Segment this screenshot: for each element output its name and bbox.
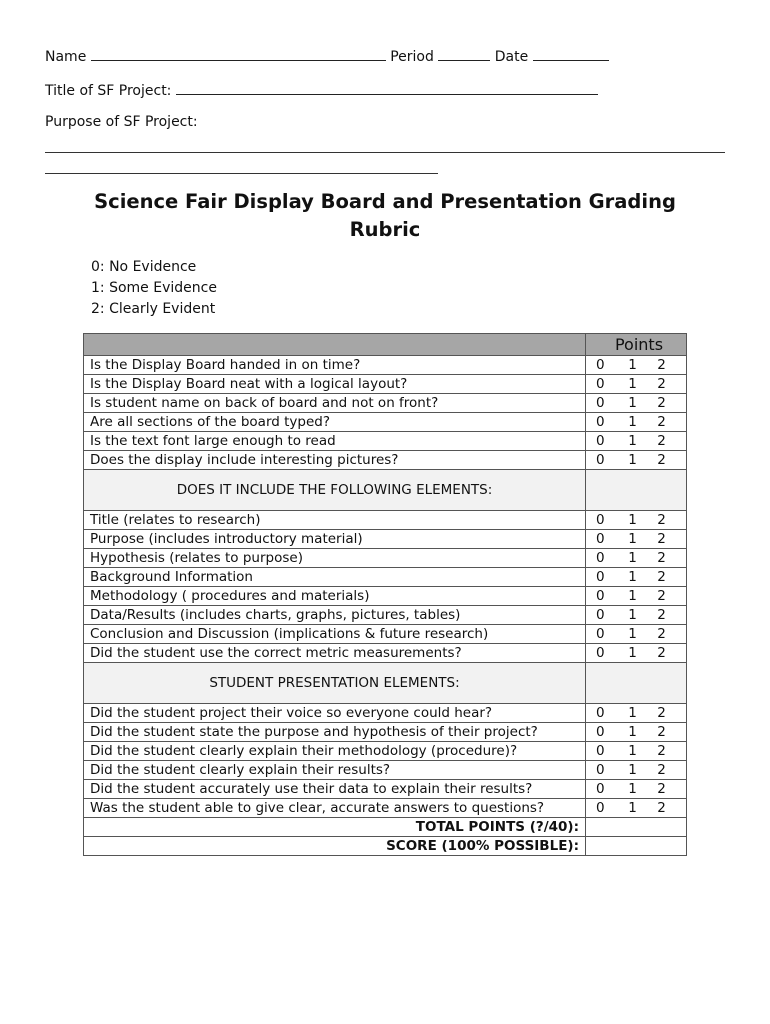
- table-row: [84, 451, 687, 470]
- points-scale: [586, 568, 687, 587]
- score-option[interactable]: 0: [596, 414, 605, 430]
- score-option[interactable]: 0: [596, 512, 605, 528]
- purpose-label: Purpose of SF Project:: [45, 114, 198, 130]
- table-row: [84, 606, 687, 625]
- date-label: Date: [494, 49, 529, 65]
- score-option[interactable]: 1: [628, 607, 637, 623]
- points-scale: [586, 723, 687, 742]
- score-option[interactable]: 1: [628, 376, 637, 392]
- points-scale: [586, 742, 687, 761]
- score-option[interactable]: 1: [628, 724, 637, 740]
- table-header-row: [84, 334, 687, 356]
- name-label: Name: [45, 49, 87, 65]
- score-option[interactable]: 0: [596, 531, 605, 547]
- table-row: [84, 432, 687, 451]
- table-row: [84, 780, 687, 799]
- scoring-legend: [91, 257, 217, 320]
- section-title: STUDENT PRESENTATION ELEMENTS:: [84, 663, 586, 704]
- score-option[interactable]: 2: [657, 762, 666, 778]
- points-scale: [586, 413, 687, 432]
- score-option[interactable]: 1: [628, 512, 637, 528]
- project-title-label: Title of SF Project:: [45, 83, 172, 99]
- total-label: TOTAL POINTS (?/40):: [84, 818, 586, 837]
- score-option[interactable]: 1: [628, 705, 637, 721]
- criterion-text: Background Information: [84, 568, 586, 587]
- points-scale: [586, 432, 687, 451]
- criterion-text: Are all sections of the board typed?: [84, 413, 586, 432]
- criterion-text: Did the student clearly explain their methodology (procedure)?: [84, 742, 586, 761]
- criterion-text: Is the Display Board neat with a logical layout?: [84, 375, 586, 394]
- score-option[interactable]: 2: [657, 395, 666, 411]
- name-field[interactable]: [91, 46, 386, 61]
- criterion-text: Conclusion and Discussion (implications & future research): [84, 625, 586, 644]
- points-scale: [586, 799, 687, 818]
- score-option[interactable]: 0: [596, 395, 605, 411]
- points-scale: [586, 625, 687, 644]
- score-option[interactable]: 0: [596, 357, 605, 373]
- score-option[interactable]: 0: [596, 645, 605, 661]
- score-option[interactable]: 1: [628, 414, 637, 430]
- table-row: [84, 530, 687, 549]
- criterion-text: Did the student clearly explain their results?: [84, 761, 586, 780]
- score-option[interactable]: 1: [628, 531, 637, 547]
- name-line: [45, 46, 609, 65]
- score-option[interactable]: 2: [657, 607, 666, 623]
- period-field[interactable]: [438, 46, 490, 61]
- score-option[interactable]: 0: [596, 452, 605, 468]
- score-option[interactable]: 0: [596, 376, 605, 392]
- score-option[interactable]: 1: [628, 781, 637, 797]
- score-option[interactable]: 1: [628, 626, 637, 642]
- criterion-text: Title (relates to research): [84, 511, 586, 530]
- points-scale: [586, 761, 687, 780]
- score-option[interactable]: 1: [628, 800, 637, 816]
- table-row: [84, 394, 687, 413]
- criterion-text: Did the student state the purpose and hypothesis of their project?: [84, 723, 586, 742]
- score-option[interactable]: 1: [628, 433, 637, 449]
- points-scale: [586, 644, 687, 663]
- table-row: [84, 704, 687, 723]
- table-row: [84, 375, 687, 394]
- table-row: [84, 723, 687, 742]
- score-option[interactable]: 1: [628, 550, 637, 566]
- total-row: [84, 818, 687, 837]
- score-option[interactable]: 0: [596, 743, 605, 759]
- points-header: Points: [586, 334, 687, 356]
- score-option[interactable]: 0: [596, 433, 605, 449]
- criterion-text: Did the student use the correct metric measurements?: [84, 644, 586, 663]
- score-option[interactable]: 1: [628, 357, 637, 373]
- score-label: SCORE (100% POSSIBLE):: [84, 837, 586, 856]
- table-row: [84, 587, 687, 606]
- criterion-text: Was the student able to give clear, accurate answers to questions?: [84, 799, 586, 818]
- score-row: [84, 837, 687, 856]
- score-option[interactable]: 2: [657, 705, 666, 721]
- criterion-text: Hypothesis (relates to purpose): [84, 549, 586, 568]
- score-option[interactable]: 0: [596, 781, 605, 797]
- table-row: [84, 356, 687, 375]
- score-option[interactable]: 0: [596, 588, 605, 604]
- points-scale: [586, 451, 687, 470]
- table-row: [84, 644, 687, 663]
- section-header-row: [84, 663, 687, 704]
- period-label: Period: [390, 49, 434, 65]
- points-scale: [586, 780, 687, 799]
- score-option[interactable]: 1: [628, 762, 637, 778]
- score-option[interactable]: 2: [657, 569, 666, 585]
- criterion-text: Is the Display Board handed in on time?: [84, 356, 586, 375]
- score-option[interactable]: 0: [596, 705, 605, 721]
- total-field[interactable]: [586, 818, 687, 837]
- criterion-text: Did the student project their voice so everyone could hear?: [84, 704, 586, 723]
- score-option[interactable]: 1: [628, 645, 637, 661]
- points-scale: [586, 356, 687, 375]
- score-option[interactable]: 0: [596, 626, 605, 642]
- legend-item: 1: Some Evidence: [91, 280, 217, 296]
- points-scale: [586, 511, 687, 530]
- score-option[interactable]: 2: [657, 452, 666, 468]
- score-option[interactable]: 0: [596, 800, 605, 816]
- points-scale: [586, 704, 687, 723]
- score-option[interactable]: 2: [657, 588, 666, 604]
- criterion-text: Is the text font large enough to read: [84, 432, 586, 451]
- score-option[interactable]: 1: [628, 743, 637, 759]
- criterion-text: Purpose (includes introductory material): [84, 530, 586, 549]
- section-blank-cell: [586, 663, 687, 704]
- criterion-text: Did the student accurately use their data to explain their results?: [84, 780, 586, 799]
- rubric-table: [83, 333, 687, 856]
- table-row: [84, 549, 687, 568]
- page-title: Science Fair Display Board and Presentation Grading Rubric: [94, 190, 676, 241]
- purpose-field-line-1[interactable]: [45, 152, 725, 153]
- score-option[interactable]: 2: [657, 781, 666, 797]
- criterion-text: Does the display include interesting pictures?: [84, 451, 586, 470]
- score-option[interactable]: 1: [628, 588, 637, 604]
- score-option[interactable]: 2: [657, 550, 666, 566]
- table-row: [84, 625, 687, 644]
- score-option[interactable]: 2: [657, 531, 666, 547]
- section-display-board: [84, 356, 687, 470]
- criterion-text: Methodology ( procedures and materials): [84, 587, 586, 606]
- score-option[interactable]: 2: [657, 376, 666, 392]
- score-option[interactable]: 2: [657, 743, 666, 759]
- score-option[interactable]: 2: [657, 414, 666, 430]
- table-row: [84, 568, 687, 587]
- score-option[interactable]: 1: [628, 452, 637, 468]
- points-scale: [586, 530, 687, 549]
- score-option[interactable]: 2: [657, 512, 666, 528]
- section-header-row: [84, 470, 687, 511]
- purpose-field-line-2[interactable]: [45, 173, 438, 174]
- score-option[interactable]: 2: [657, 724, 666, 740]
- header-blank-cell: [84, 334, 586, 356]
- project-title-line: [45, 80, 598, 99]
- points-scale: [586, 375, 687, 394]
- legend-item: 0: No Evidence: [91, 259, 197, 275]
- section-presentation: [84, 704, 687, 818]
- score-option[interactable]: 0: [596, 724, 605, 740]
- table-row: [84, 511, 687, 530]
- points-scale: [586, 394, 687, 413]
- score-option[interactable]: 2: [657, 357, 666, 373]
- score-option[interactable]: 0: [596, 550, 605, 566]
- section-blank-cell: [586, 470, 687, 511]
- points-scale: [586, 549, 687, 568]
- points-scale: [586, 606, 687, 625]
- score-option[interactable]: 2: [657, 800, 666, 816]
- table-row: [84, 413, 687, 432]
- project-title-field[interactable]: [176, 80, 598, 95]
- score-option[interactable]: 2: [657, 433, 666, 449]
- score-option[interactable]: 1: [628, 395, 637, 411]
- section-title: DOES IT INCLUDE THE FOLLOWING ELEMENTS:: [84, 470, 586, 511]
- date-field[interactable]: [533, 46, 609, 61]
- section-elements: [84, 511, 687, 663]
- score-option[interactable]: 0: [596, 569, 605, 585]
- score-option[interactable]: 0: [596, 607, 605, 623]
- criterion-text: Data/Results (includes charts, graphs, pictures, tables): [84, 606, 586, 625]
- table-row: [84, 742, 687, 761]
- legend-item: 2: Clearly Evident: [91, 301, 216, 317]
- score-field[interactable]: [586, 837, 687, 856]
- score-option[interactable]: 0: [596, 762, 605, 778]
- criterion-text: Is student name on back of board and not on front?: [84, 394, 586, 413]
- score-option[interactable]: 2: [657, 626, 666, 642]
- score-option[interactable]: 1: [628, 569, 637, 585]
- score-option[interactable]: 2: [657, 645, 666, 661]
- table-row: [84, 799, 687, 818]
- points-scale: [586, 587, 687, 606]
- table-row: [84, 761, 687, 780]
